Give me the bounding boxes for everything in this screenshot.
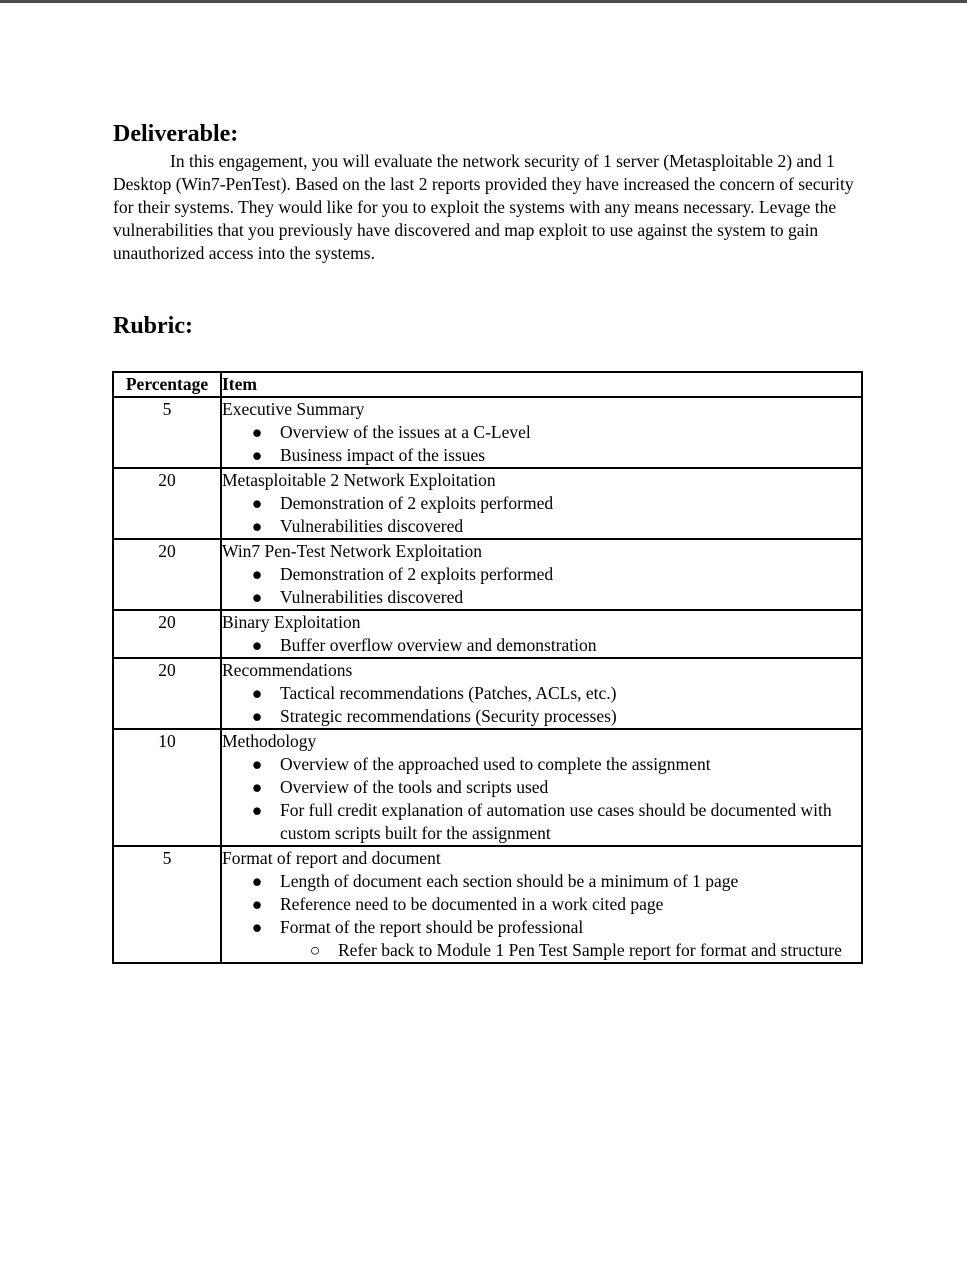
rubric-item-cell [221,468,862,539]
rubric-item-title: Methodology [222,731,317,751]
rubric-row [113,729,862,846]
rubric-bullet-text: Buffer overflow overview and demonstration [280,635,597,655]
rubric-item-title: Executive Summary [222,399,365,419]
rubric-bullet-text: Reference need to be documented in a work cited page [280,894,664,914]
rubric-bullet-list [222,753,861,845]
deliverable-section [113,118,863,265]
rubric-bullet-item [222,515,861,538]
rubric-item-title: Recommendations [222,660,353,680]
rubric-bullet-text: Overview of the approached used to complete the assignment [280,754,711,774]
rubric-bullet-text: Vulnerabilities discovered [280,516,464,536]
rubric-bullet-text: Strategic recommendations (Security processes) [280,706,617,726]
bullet-icon: ● [251,777,263,797]
rubric-row [113,397,862,468]
bullet-icon: ● [251,754,263,774]
bullet-icon: ● [251,871,263,891]
rubric-bullet-item [222,776,861,799]
rubric-percentage: 10 [113,729,221,846]
rubric-heading: Rubric: [113,313,193,339]
rubric-item-cell [221,658,862,729]
rubric-item-cell [221,539,862,610]
rubric-percentage: 20 [113,610,221,658]
rubric-bullet-list [222,634,861,657]
rubric-bullet-item [222,492,861,515]
page-top-border [0,0,967,3]
rubric-item-cell [221,397,862,468]
rubric-bullet-item [222,682,861,705]
rubric-bullet-list [222,421,861,467]
rubric-item-title: Win7 Pen-Test Network Exploitation [222,541,483,561]
rubric-bullet-list [222,492,861,538]
rubric-item-title: Metasploitable 2 Network Exploitation [222,470,496,490]
bullet-icon: ● [251,422,263,442]
deliverable-paragraph: In this engagement, you will evaluate the network security of 1 server (Metasploitable 2) and 1 Desktop (Win7-PenTest). Based on the last 2 reports provided they have increased the concern of security for their systems. They would like for you to exploit the systems with any means necessary. Levage the vulnerabilities that you previously have discovered and map exploit to use against the system to gain unauthorized access into the systems. [113,151,854,263]
bullet-icon: ● [251,917,263,937]
rubric-percentage: 20 [113,658,221,729]
rubric-bullet-item [222,799,861,845]
rubric-row [113,468,862,539]
bullet-icon: ● [251,683,263,703]
rubric-bullet-text: Overview of the tools and scripts used [280,777,549,797]
hollow-bullet-icon: ○ [309,940,321,960]
rubric-bullet-text: Business impact of the issues [280,445,486,465]
rubric-percentage: 20 [113,468,221,539]
rubric-percentage: 20 [113,539,221,610]
rubric-item-cell [221,729,862,846]
bullet-icon: ● [251,587,263,607]
rubric-bullet-text: Format of the report should be professional [280,917,584,937]
item-column-header: Item [221,372,862,397]
rubric-bullet-item [222,705,861,728]
bullet-icon: ● [251,706,263,726]
rubric-bullet-item [222,634,861,657]
rubric-percentage: 5 [113,397,221,468]
rubric-bullet-text: Demonstration of 2 exploits performed [280,564,554,584]
bullet-icon: ● [251,564,263,584]
rubric-row [113,539,862,610]
percentage-column-header: Percentage [113,372,221,397]
bullet-icon: ● [251,635,263,655]
rubric-row [113,658,862,729]
rubric-bullet-text: Demonstration of 2 exploits performed [280,493,554,513]
rubric-body [113,397,862,963]
rubric-bullet-item [222,444,861,467]
rubric-bullet-list [222,870,861,962]
bullet-icon: ● [251,516,263,536]
rubric-bullet-list [222,682,861,728]
rubric-bullet-item [222,421,861,444]
rubric-item-title: Format of report and document [222,848,441,868]
rubric-item-cell [221,846,862,963]
rubric-sub-bullet-text: Refer back to Module 1 Pen Test Sample report for format and structure [338,940,842,960]
rubric-bullet-item [222,753,861,776]
deliverable-heading: Deliverable: [113,121,239,147]
rubric-row [113,610,862,658]
rubric-item-cell [221,610,862,658]
bullet-icon: ● [251,800,263,820]
rubric-bullet-text: Overview of the issues at a C-Level [280,422,531,442]
rubric-bullet-text: Tactical recommendations (Patches, ACLs, etc.) [280,683,617,703]
rubric-bullet-text: Length of document each section should be a minimum of 1 page [280,871,739,891]
rubric-bullet-list [222,563,861,609]
rubric-table [112,371,863,964]
rubric-item-title: Binary Exploitation [222,612,361,632]
rubric-row [113,846,862,963]
rubric-bullet-item [222,563,861,586]
rubric-bullet-item [222,916,861,962]
rubric-sub-bullet-list [280,939,861,962]
rubric-sub-bullet-item [280,939,861,962]
rubric-bullet-text: For full credit explanation of automation use cases should be documented with custom scripts built for the assignment [280,800,832,843]
bullet-icon: ● [251,894,263,914]
rubric-percentage: 5 [113,846,221,963]
rubric-bullet-item [222,893,861,916]
bullet-icon: ● [251,493,263,513]
rubric-header-row [113,372,862,397]
rubric-bullet-item [222,870,861,893]
rubric-bullet-item [222,586,861,609]
bullet-icon: ● [251,445,263,465]
rubric-bullet-text: Vulnerabilities discovered [280,587,464,607]
